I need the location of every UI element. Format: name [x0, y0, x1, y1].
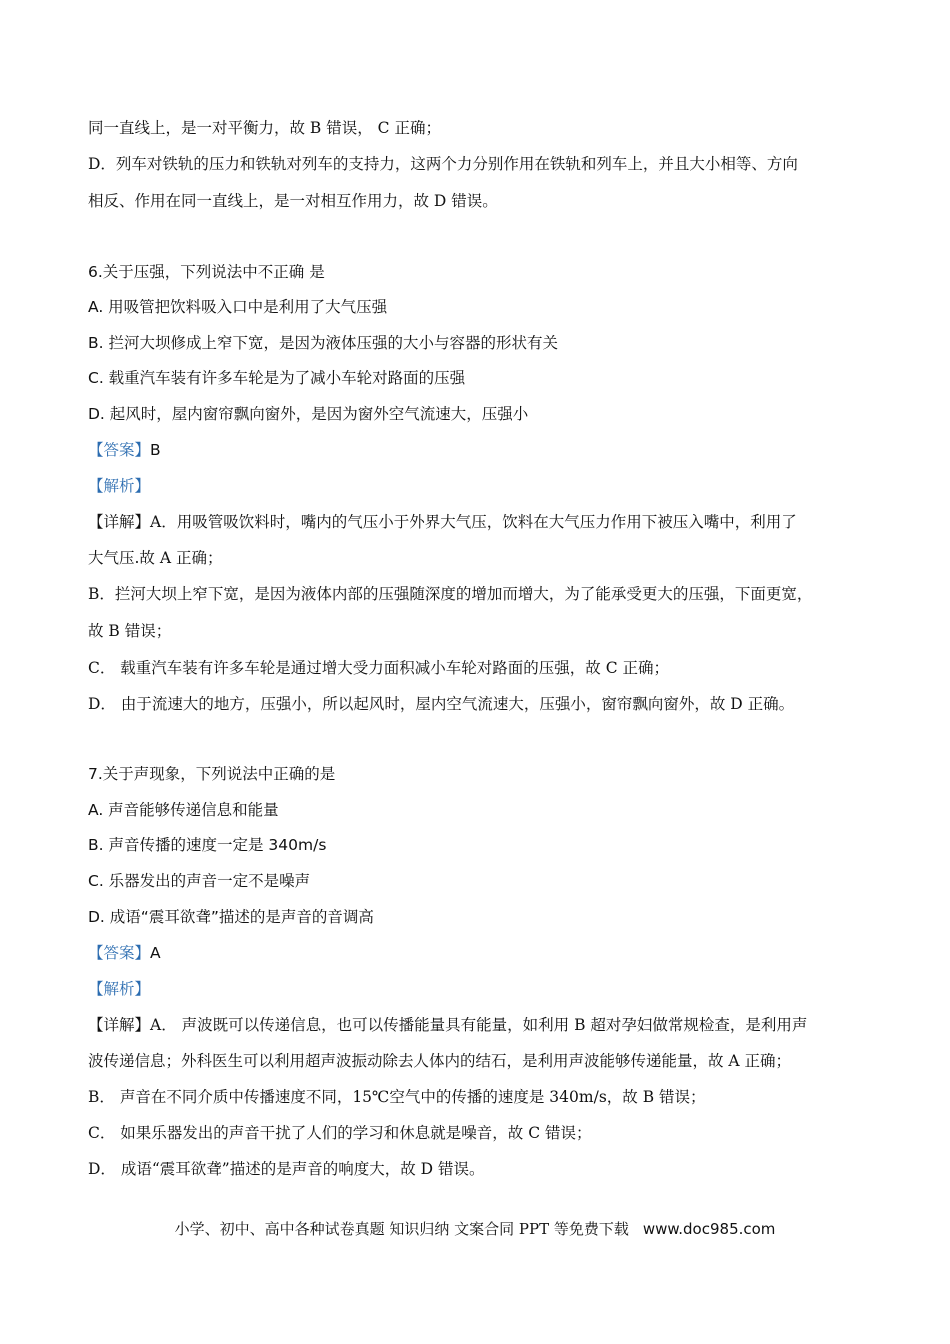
- question-7-option-d: D. 成语“震耳欲聋”描述的是声音的音调高: [88, 908, 374, 926]
- footer-url[interactable]: www.doc985.com: [642, 1220, 776, 1238]
- question-7-detail: [88, 1015, 807, 1035]
- detail-text: 波传递信息；外科医生可以利用超声波振动除去人体内的结石，是利用声波能够传递能量，故 A 正确；: [88, 1052, 792, 1070]
- question-6-option-d: D. 起风时，屋内窗帘飘向窗外，是因为窗外空气流速大，压强小: [88, 405, 529, 423]
- question-6-option-a: A. 用吸管把饮料吸入口中是利用了大气压强: [88, 298, 388, 316]
- page-footer: [0, 1219, 950, 1239]
- answer-value: A: [150, 944, 161, 962]
- detail-text: C． 如果乐器发出的声音干扰了人们的学习和休息就是噪音，故 C 错误；: [88, 1124, 592, 1142]
- analysis-tag: 【解析】: [88, 477, 151, 495]
- detail-text: A． 声波既可以传递信息，也可以传播能量具有能量，如利用 B 超对孕妇做常规检查，是利用声: [150, 1016, 808, 1034]
- detail-text: D． 由于流速大的地方，压强小，所以起风时，屋内空气流速大，压强小，窗帘飘向窗外，故 D 正确。: [88, 695, 795, 713]
- question-6-detail: [88, 512, 797, 532]
- question-6-option-c: C. 载重汽车装有许多车轮是为了减小车轮对路面的压强: [88, 369, 466, 387]
- question-7-analysis: [88, 979, 150, 999]
- detail-text: A．用吸管吸饮料时，嘴内的气压小于外界大气压，饮料在大气压力作用下被压入嘴中，利用了: [150, 513, 797, 531]
- question-7-stem: 7.关于声现象，下列说法中正确的是: [88, 765, 336, 783]
- question-6-answer: [88, 440, 161, 460]
- question-6-stem: 6.关于压强，下列说法中不正确 是: [88, 263, 325, 281]
- continued-text-line: 同一直线上，是一对平衡力，故 B 错误， C 正确；: [88, 119, 441, 137]
- question-6-option-b: B. 拦河大坝修成上窄下宽，是因为液体压强的大小与容器的形状有关: [88, 334, 558, 352]
- detail-text: 故 B 错误；: [88, 622, 172, 640]
- continued-text-line: 相反、作用在同一直线上，是一对相互作用力，故 D 错误。: [88, 192, 498, 210]
- analysis-tag: 【解析】: [88, 980, 151, 998]
- answer-tag: 【答案】: [88, 441, 151, 459]
- question-7-option-c: C. 乐器发出的声音一定不是噪声: [88, 872, 311, 890]
- answer-value: B: [150, 441, 161, 459]
- detail-text: D． 成语“震耳欲聋”描述的是声音的响度大，故 D 错误。: [88, 1160, 485, 1178]
- detail-text: C． 载重汽车装有许多车轮是通过增大受力面积减小车轮对路面的压强，故 C 正确；: [88, 659, 670, 677]
- footer-text: 小学、初中、高中各种试卷真题 知识归纳 文案合同 PPT 等免费下载: [174, 1220, 629, 1238]
- question-7-answer: [88, 943, 161, 963]
- detail-text: 大气压.故 A 正确；: [88, 549, 223, 567]
- question-7-option-a: A. 声音能够传递信息和能量: [88, 801, 279, 819]
- detail-text: B．拦河大坝上窄下宽，是因为液体内部的压强随深度的增加而增大，为了能承受更大的压强，下面更宽，: [88, 585, 813, 603]
- question-6-analysis: [88, 476, 150, 496]
- detail-tag: 【详解】: [88, 513, 151, 531]
- answer-tag: 【答案】: [88, 944, 151, 962]
- question-7-option-b: B. 声音传播的速度一定是 340m/s: [88, 836, 327, 854]
- continued-text-line: D．列车对铁轨的压力和铁轨对列车的支持力，这两个力分别作用在铁轨和列车上，并且大小相等、方向: [88, 155, 798, 173]
- detail-tag: 【详解】: [88, 1016, 151, 1034]
- detail-text: B． 声音在不同介质中传播速度不同，15℃空气中的传播的速度是 340m/s，故 B 错误；: [88, 1088, 706, 1106]
